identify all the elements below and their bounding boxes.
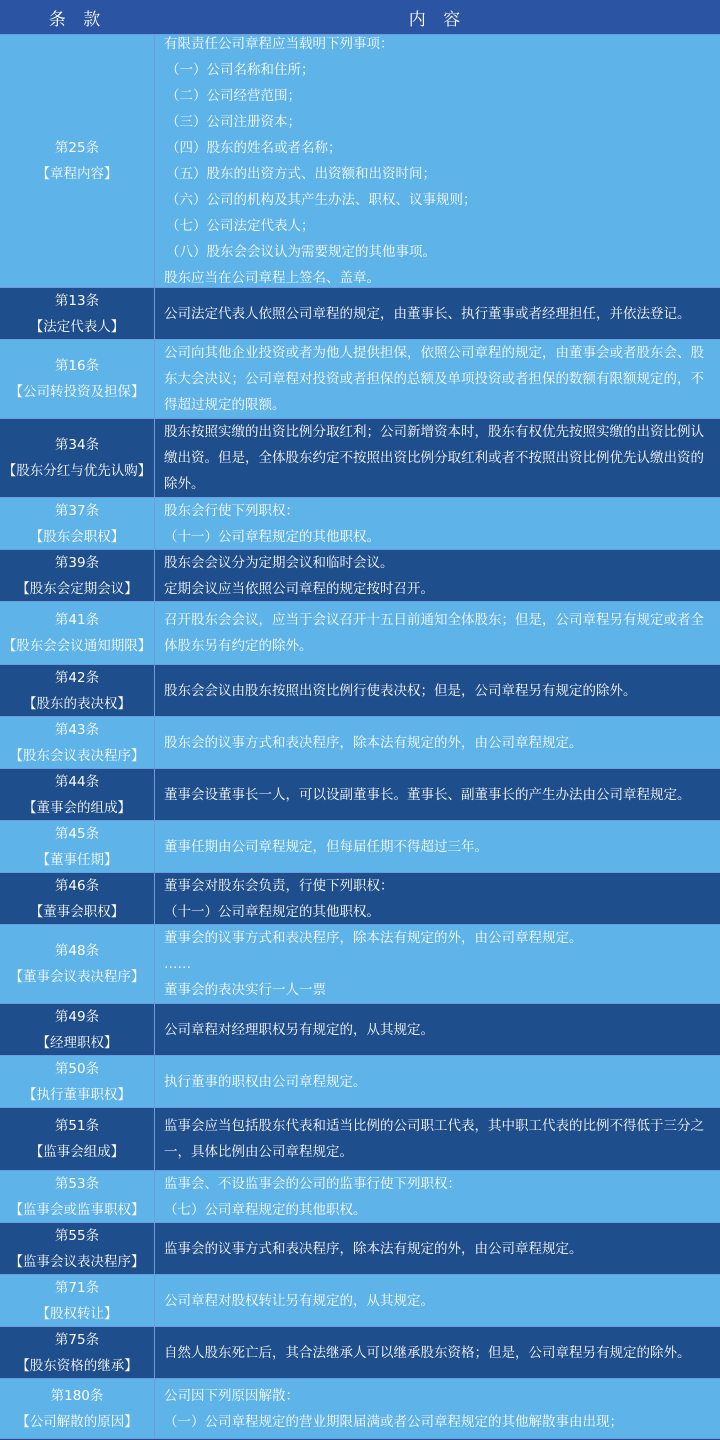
content-line: 公司章程对经理职权另有规定的，从其规定。 xyxy=(164,1021,434,1038)
article-title: 【董事任期】 xyxy=(36,851,118,868)
article-number: 第43条 xyxy=(54,721,100,738)
article-cell xyxy=(0,873,155,924)
article-cell xyxy=(0,498,155,549)
article-title: 【股东会议表决程序】 xyxy=(9,747,145,764)
content-cell xyxy=(155,717,720,768)
table-row xyxy=(0,1275,720,1327)
header-content: 内 容 xyxy=(408,9,467,30)
content-cell xyxy=(155,769,720,820)
table-header xyxy=(0,0,720,35)
table-row xyxy=(0,665,720,717)
table-row xyxy=(0,1171,720,1223)
article-cell xyxy=(0,288,155,339)
content-cell xyxy=(155,35,720,287)
article-number: 第55条 xyxy=(54,1227,100,1244)
content-line: （十一）公司章程规定的其他职权。 xyxy=(164,903,380,920)
article-cell xyxy=(0,665,155,716)
content-line: 监事会、不设监事会的公司的监事行使下列职权： xyxy=(164,1175,461,1192)
table-row xyxy=(0,288,720,340)
content-line: （四）股东的姓名或者名称； xyxy=(166,140,342,156)
article-number: 第48条 xyxy=(54,943,100,959)
article-cell xyxy=(0,35,155,287)
content-cell xyxy=(155,665,720,716)
content-cell xyxy=(155,419,720,497)
content-line: （一）公司章程规定的营业期限届满或者公司章程规定的其他解散事由出现； xyxy=(164,1413,623,1430)
content-line: 自然人股东死亡后，其合法继承人可以继承股东资格；但是，公司章程另有规定的除外。 xyxy=(164,1344,691,1361)
table-row xyxy=(0,550,720,602)
content-line: 董事会对股东会负责，行使下列职权： xyxy=(164,877,394,894)
table-row xyxy=(0,419,720,498)
table-body xyxy=(0,35,720,1439)
article-number: 第180条 xyxy=(50,1387,104,1404)
content-line: 股东应当在公司章程上签名、盖章。 xyxy=(164,270,380,286)
content-line: 董事会的表决实行一人一票 xyxy=(164,982,326,998)
table-row xyxy=(0,1004,720,1056)
article-title: 【股东的表决权】 xyxy=(23,695,131,712)
table-row xyxy=(0,821,720,873)
content-cell xyxy=(155,873,720,924)
article-title: 【监事会议表决程序】 xyxy=(9,1253,145,1270)
content-line: （三）公司注册资本； xyxy=(166,114,301,130)
article-number: 第71条 xyxy=(54,1279,100,1296)
article-number: 第46条 xyxy=(54,877,100,894)
article-title: 【股东分红与优先认购】 xyxy=(2,463,152,479)
table-row xyxy=(0,873,720,925)
table-row xyxy=(0,35,720,288)
article-title: 【监事会组成】 xyxy=(29,1144,125,1160)
article-title: 【股东会职权】 xyxy=(29,528,125,545)
article-number: 第49条 xyxy=(54,1008,100,1025)
article-title: 【股东会会议通知期限】 xyxy=(2,638,152,654)
content-line: 召开股东会会议，应当于会议召开十五日前通知全体股东；但是，公司章程另有规定或者全体股东另有约定的除外。 xyxy=(164,612,704,654)
article-cell xyxy=(0,1275,155,1326)
content-cell xyxy=(155,1171,720,1222)
article-cell xyxy=(0,1108,155,1170)
content-line: （五）股东的出资方式、出资额和出资时间； xyxy=(166,166,436,182)
article-cell xyxy=(0,717,155,768)
article-title: 【经理职权】 xyxy=(36,1034,118,1051)
article-number: 第25条 xyxy=(54,140,100,156)
article-title: 【法定代表人】 xyxy=(29,318,125,335)
content-line: 有限责任公司章程应当载明下列事项： xyxy=(164,36,394,52)
content-cell xyxy=(155,288,720,339)
article-number: 第39条 xyxy=(54,554,100,571)
table-row xyxy=(0,769,720,821)
article-cell xyxy=(0,821,155,872)
content-cell xyxy=(155,602,720,664)
article-cell xyxy=(0,1171,155,1222)
content-line: 股东会会议由股东按照出资比例行使表决权；但是，公司章程另有规定的除外。 xyxy=(164,682,637,699)
article-title: 【股东资格的继承】 xyxy=(16,1357,138,1374)
table-row xyxy=(0,717,720,769)
content-line: 董事会设董事长一人，可以设副董事长。董事长、副董事长的产生办法由公司章程规定。 xyxy=(164,786,691,803)
content-line: 监事会应当包括股东代表和适当比例的公司职工代表，其中职工代表的比例不得低于三分之一，具体比例由公司章程规定。 xyxy=(164,1118,704,1160)
content-line: 执行董事的职权由公司章程规定。 xyxy=(164,1073,367,1090)
article-title: 【董事会职权】 xyxy=(29,903,125,920)
article-number: 第53条 xyxy=(54,1175,100,1192)
article-title: 【股权转让】 xyxy=(36,1305,118,1322)
content-cell xyxy=(155,1275,720,1326)
article-cell xyxy=(0,1004,155,1055)
article-title: 【董事会的组成】 xyxy=(23,799,131,816)
content-line: （八）股东会会议认为需要规定的其他事项。 xyxy=(166,244,436,260)
content-cell xyxy=(155,1327,720,1378)
article-number: 第44条 xyxy=(54,773,100,790)
article-cell xyxy=(0,550,155,601)
article-cell xyxy=(0,419,155,497)
content-line: （十一）公司章程规定的其他职权。 xyxy=(164,528,380,545)
table-row xyxy=(0,498,720,550)
table-row xyxy=(0,925,720,1004)
content-cell xyxy=(155,498,720,549)
table-row xyxy=(0,602,720,665)
article-cell xyxy=(0,1379,155,1438)
content-line: 公司因下列原因解散： xyxy=(164,1387,299,1404)
content-cell xyxy=(155,1223,720,1274)
content-cell xyxy=(155,1379,720,1438)
content-cell xyxy=(155,1108,720,1170)
article-number: 第37条 xyxy=(54,502,100,519)
table-row xyxy=(0,1327,720,1379)
article-number: 第45条 xyxy=(54,825,100,842)
content-cell xyxy=(155,821,720,872)
content-line: 董事任期由公司章程规定，但每届任期不得超过三年。 xyxy=(164,838,488,855)
article-cell xyxy=(0,769,155,820)
content-line: 股东会会议分为定期会议和临时会议。 xyxy=(164,554,394,571)
article-number: 第16条 xyxy=(54,358,100,374)
article-cell xyxy=(0,602,155,664)
article-title: 【公司解散的原因】 xyxy=(16,1413,138,1430)
content-line: 公司向其他企业投资或者为他人提供担保，依照公司章程的规定，由董事会或者股东会、股东大会决议；公司章程对投资或者担保的总额及单项投资或者担保的数额有限额规定的，不得超过规定的限额。 xyxy=(164,345,704,413)
content-cell xyxy=(155,1056,720,1107)
article-cell xyxy=(0,1056,155,1107)
article-cell xyxy=(0,1223,155,1274)
header-articles: 条 款 xyxy=(48,9,107,30)
content-line: （二）公司经营范围； xyxy=(166,88,301,104)
table-row xyxy=(0,1056,720,1108)
article-title: 【章程内容】 xyxy=(36,166,118,182)
content-line: 股东按照实缴的出资比例分取红利；公司新增资本时，股东有权优先按照实缴的出资比例认缴出资。但是，全体股东约定不按照出资比例分取红利或者不按照出资比例优先认缴出资的除外。 xyxy=(164,424,704,492)
content-line: （一）公司名称和住所； xyxy=(166,62,315,78)
article-number: 第13条 xyxy=(54,292,100,309)
content-line: 定期会议应当依照公司章程的规定按时召开。 xyxy=(164,580,434,597)
article-number: 第41条 xyxy=(54,612,100,628)
content-line: 股东会行使下列职权： xyxy=(164,502,299,519)
article-number: 第51条 xyxy=(54,1118,100,1134)
article-number: 第42条 xyxy=(54,669,100,686)
content-line: …… xyxy=(164,956,191,972)
article-number: 第34条 xyxy=(54,437,100,453)
article-title: 【执行董事职权】 xyxy=(23,1086,131,1103)
table-row xyxy=(0,1223,720,1275)
article-title: 【股东会定期会议】 xyxy=(16,580,138,597)
article-title: 【董事会议表决程序】 xyxy=(9,969,145,985)
content-line: 董事会的议事方式和表决程序，除本法有规定的外，由公司章程规定。 xyxy=(164,930,583,946)
content-line: （六）公司的机构及其产生办法、职权、议事规则； xyxy=(166,192,477,208)
content-line: 公司法定代表人依照公司章程的规定，由董事长、执行董事或者经理担任，并依法登记。 xyxy=(164,305,691,322)
article-title: 【监事会或监事职权】 xyxy=(9,1201,145,1218)
article-cell xyxy=(0,340,155,418)
content-line: （七）公司章程规定的其他职权。 xyxy=(164,1201,367,1218)
article-number: 第75条 xyxy=(54,1331,100,1348)
content-line: 监事会的议事方式和表决程序，除本法有规定的外，由公司章程规定。 xyxy=(164,1240,583,1257)
content-line: （七）公司法定代表人； xyxy=(166,218,315,234)
content-cell xyxy=(155,925,720,1003)
content-cell xyxy=(155,550,720,601)
content-cell xyxy=(155,340,720,418)
article-title: 【公司转投资及担保】 xyxy=(9,384,145,400)
content-line: 股东会的议事方式和表决程序，除本法有规定的外，由公司章程规定。 xyxy=(164,734,583,751)
table-row xyxy=(0,1379,720,1439)
article-cell xyxy=(0,925,155,1003)
content-line: 公司章程对股权转让另有规定的，从其规定。 xyxy=(164,1292,434,1309)
article-number: 第50条 xyxy=(54,1060,100,1077)
article-cell xyxy=(0,1327,155,1378)
table-row xyxy=(0,340,720,419)
table-row xyxy=(0,1108,720,1171)
content-cell xyxy=(155,1004,720,1055)
